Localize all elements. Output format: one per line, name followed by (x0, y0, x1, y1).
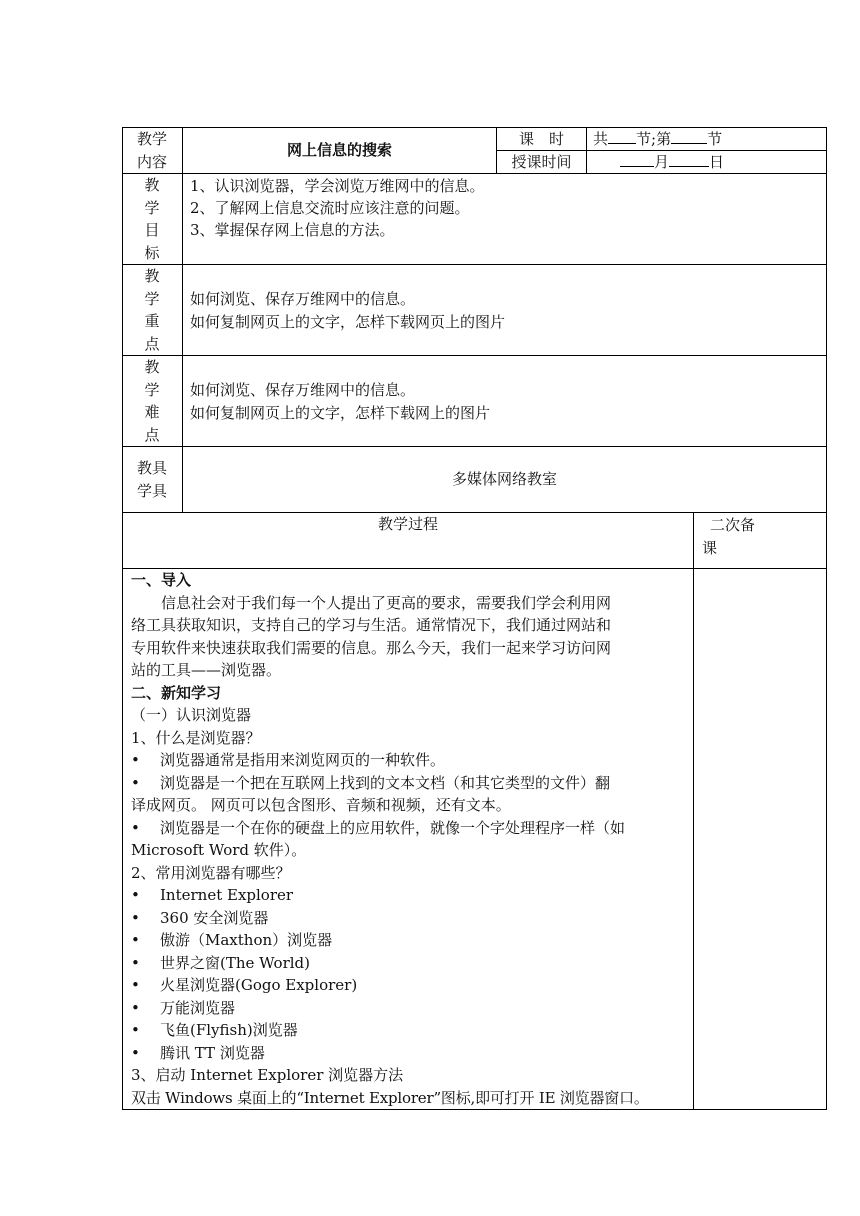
list-item: • 傲游（Maxthon）浏览器 (131, 931, 333, 949)
section-title: 一、导入 (131, 571, 192, 589)
tools-label: 教具 学具 (136, 459, 167, 500)
list-item: • 世界之窗(The World) (131, 953, 311, 972)
question-title: 1、什么是浏览器？ (131, 728, 261, 747)
period-value: 共 节;第 节 (593, 130, 723, 148)
objective-item: 2、了解网上信息交流时应该注意的问题。 (190, 199, 470, 217)
key-points-label: 教 学 重 点 (144, 267, 160, 353)
period-label: 课 时 (518, 130, 564, 148)
list-item-continuation: Microsoft Word 软件）。 (131, 841, 307, 859)
second-prep-label: 二次备 课 (702, 516, 756, 557)
list-item: • 浏览器是一个在你的硬盘上的应用软件，就像一个字处理程序一样（如 (131, 818, 626, 837)
list-item: • 浏览器是一个把在互联网上找到的文本文档（和其它类型的文件）翻 (131, 773, 611, 792)
question-title: 2、常用浏览器有哪些？ (131, 863, 291, 882)
paragraph-line: 络工具获取知识，支持自己的学习与生活。通常情况下，我们通过网站和 (131, 616, 612, 634)
lesson-title: 网上信息的搜索 (286, 141, 392, 159)
list-item: • 腾讯 TT 浏览器 (131, 1043, 265, 1062)
difficulties-label: 教 学 难 点 (144, 358, 160, 444)
question-title: 3、启动 Internet Explorer 浏览器方法 (131, 1066, 404, 1084)
date-label: 授课时间 (511, 153, 572, 171)
paragraph-line: 信息社会对于我们每一个人提出了更高的要求，需要我们学会利用网 (131, 593, 612, 612)
key-point-item: 如何浏览、保存万维网中的信息。 (190, 290, 416, 308)
list-item: • 万能浏览器 (131, 998, 236, 1017)
list-item: • 飞鱼(Flyfish)浏览器 (131, 1021, 298, 1039)
paragraph-line: 站的工具——浏览器。 (131, 661, 282, 679)
objective-item: 3、掌握保存网上信息的方法。 (190, 221, 395, 239)
key-point-item: 如何复制网页上的文字，怎样下载网页上的图片 (190, 313, 506, 331)
difficulty-item: 如何复制网页上的文字，怎样下载网上的图片 (190, 404, 491, 422)
subsection-title: （一）认识浏览器 (131, 706, 252, 724)
objective-item: 1、认识浏览器，学会浏览万维网中的信息。 (190, 177, 485, 195)
paragraph-line: 双击 Windows 桌面上的“Internet Explorer”图标,即可打开 IE 浏览器窗口。 (131, 1088, 649, 1107)
section-title: 二、新知学习 (131, 683, 222, 702)
paragraph-line: 专用软件来快速获取我们需要的信息。那么今天，我们一起来学习访问网 (131, 638, 612, 657)
list-item: • Internet Explorer (131, 886, 294, 904)
date-value: 月 日 (620, 151, 724, 173)
tools-value: 多媒体网络教室 (451, 470, 557, 488)
list-item: • 360 安全浏览器 (131, 908, 269, 927)
content-label: 教学 内容 (136, 130, 167, 171)
objectives-label: 教 学 目 标 (144, 176, 160, 262)
difficulty-item: 如何浏览、保存万维网中的信息。 (190, 381, 416, 399)
list-item: • 浏览器通常是指用来浏览网页的一种软件。 (131, 751, 446, 769)
list-item-continuation: 译成网页。 网页可以包含图形、音频和视频，还有文本。 (131, 796, 511, 814)
process-heading: 教学过程 (377, 515, 438, 533)
list-item: • 火星浏览器(Gogo Explorer) (131, 976, 358, 994)
